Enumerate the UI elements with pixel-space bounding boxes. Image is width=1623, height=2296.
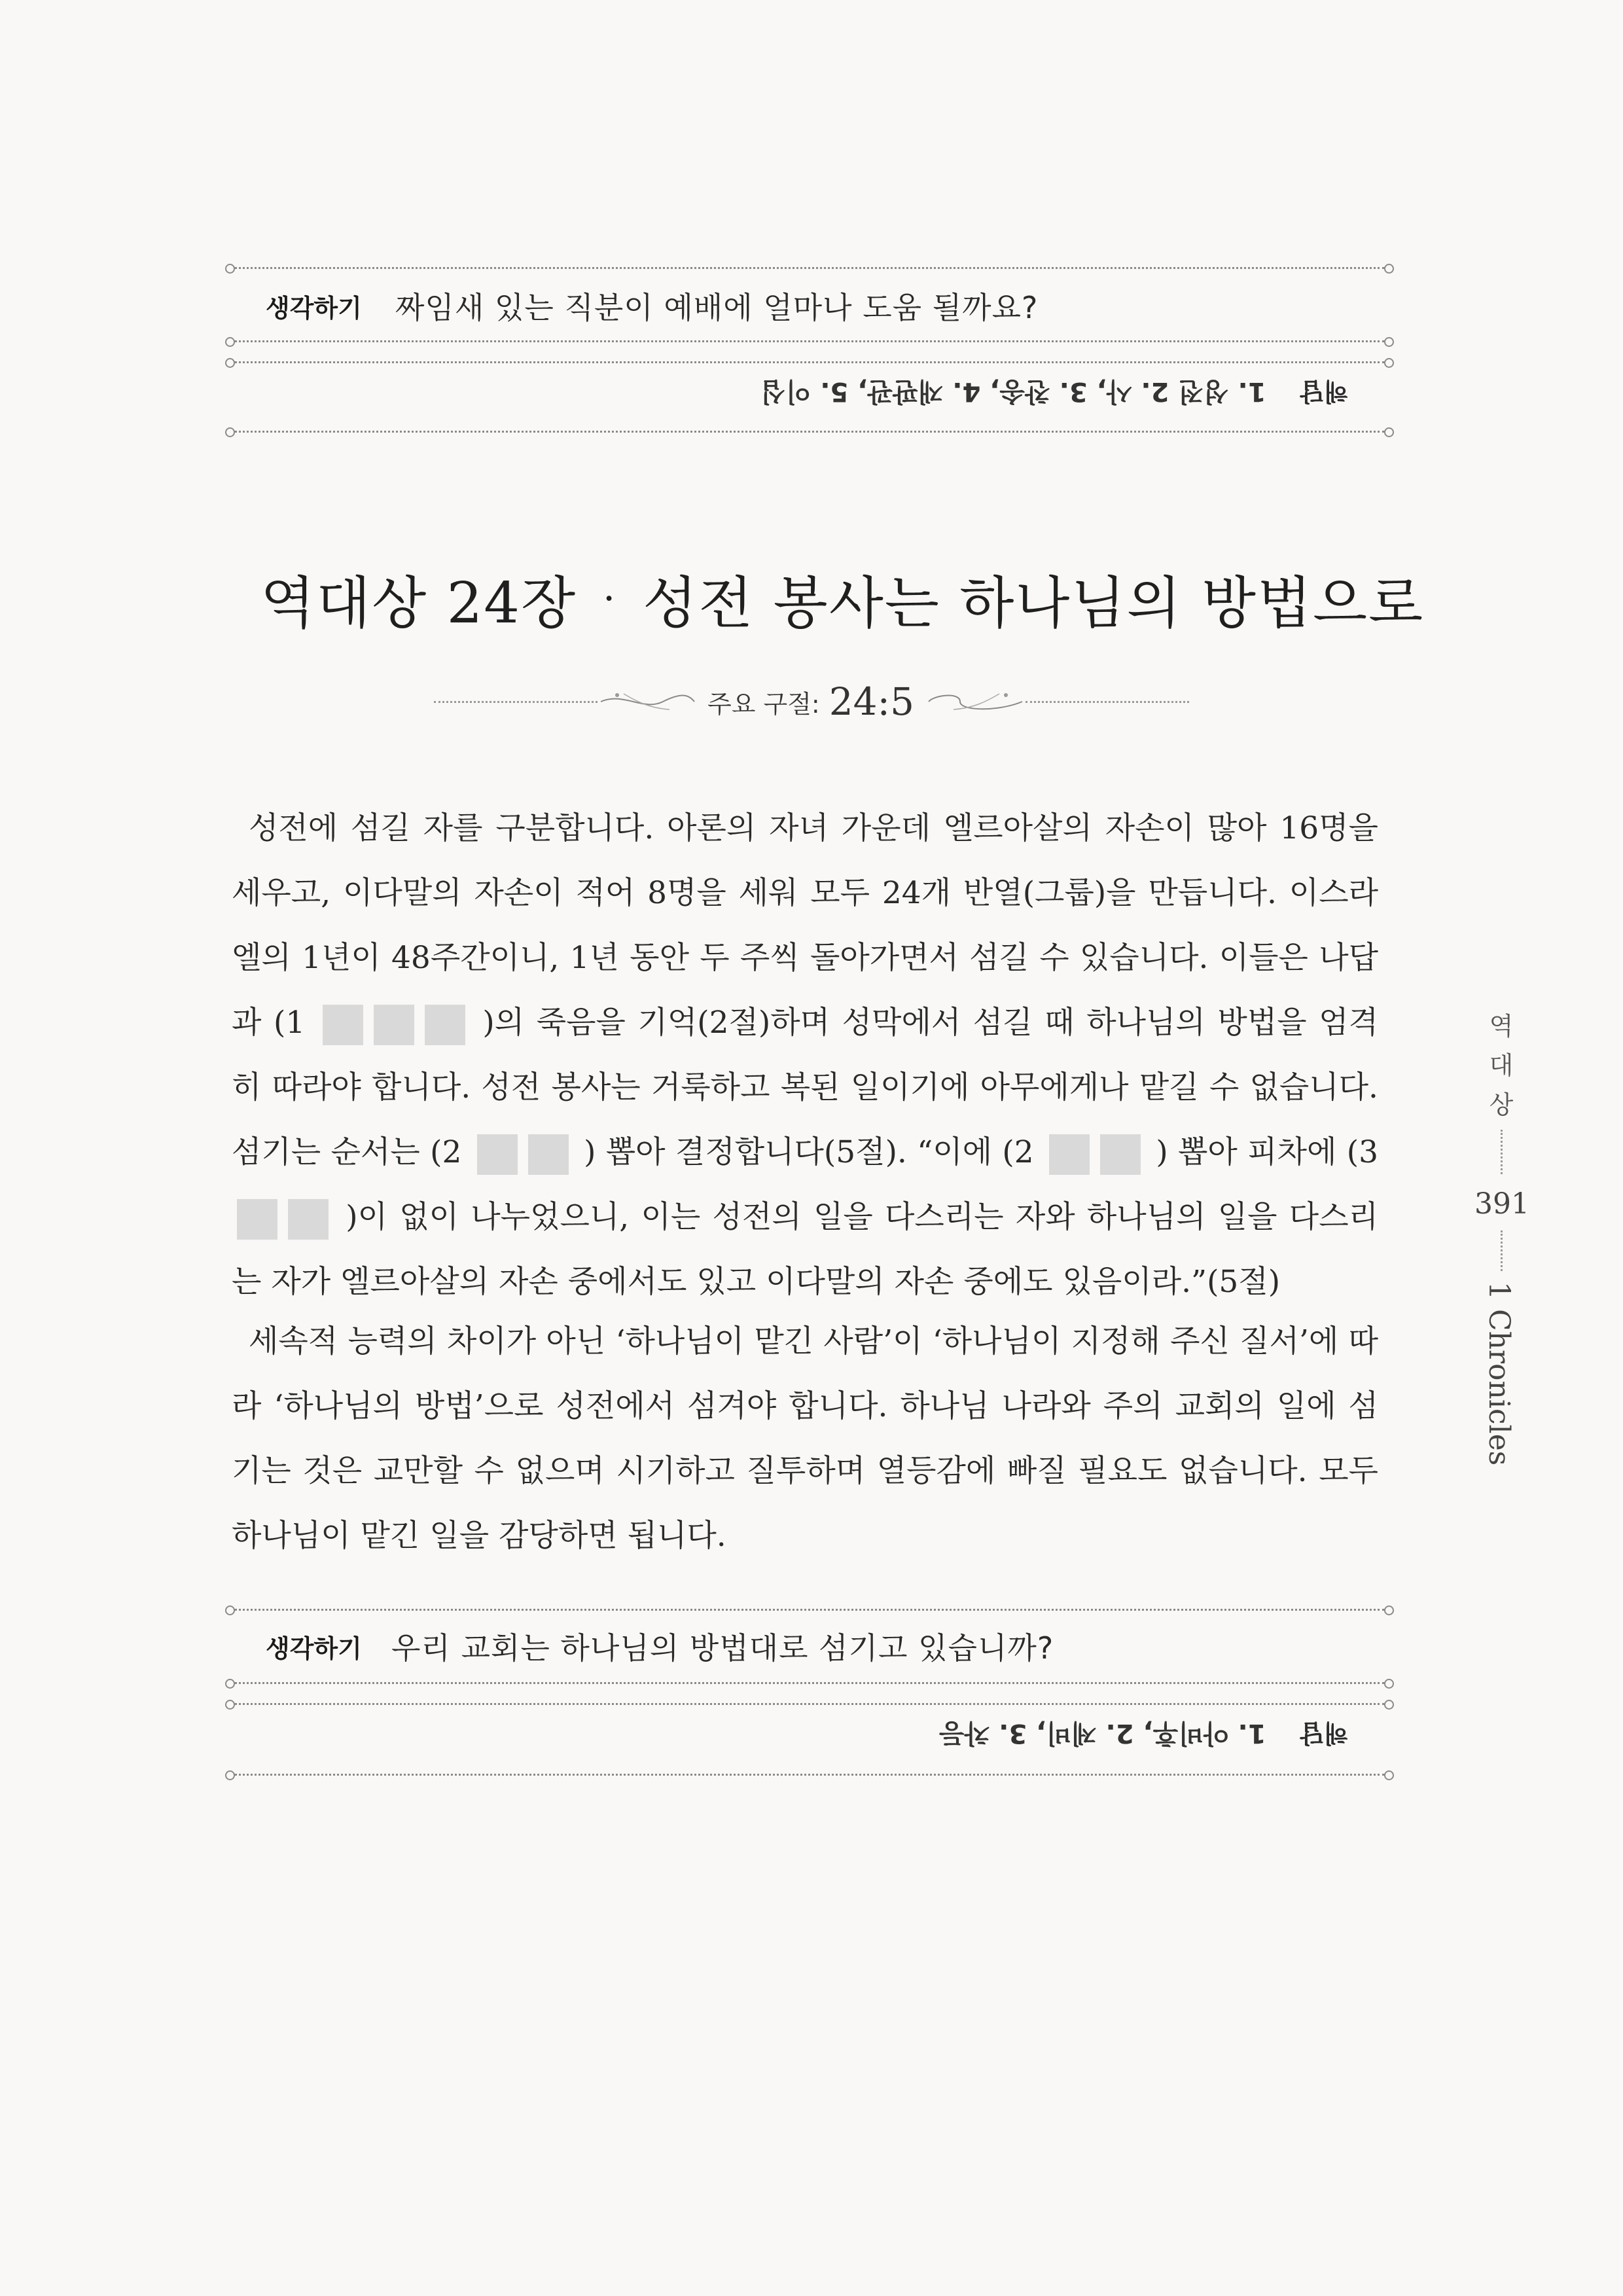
right-flourish-icon	[927, 689, 1026, 715]
body-text-segment: 세속적 능력의 차이가 아닌 ‘하나님이 맡긴 사람’이 ‘하나님이 지정해 주신 질서’에 따라 ‘하나님의 방법’으로 성전에서 섬겨야 합니다. 하나님 나라와 주의 교회의 일에 섬기는 것은 교만할 수 없으며 시기하고 질투하며 열등감에 빠질 필요도 없습니다. 모두 하나님이 맡긴 일을 감당하면 됩니다.	[232, 1323, 1378, 1554]
blank-box	[237, 1199, 277, 1240]
key-verse-right-line	[1026, 701, 1189, 703]
top-think-question: 짜임새 있는 직분이 예배에 얼마나 도움 될까요?	[395, 290, 1039, 325]
side-book-char: 대	[1489, 1051, 1514, 1080]
body-text-segment: )이 없이 나누었으니, 이는 성전의 일을 다스리는 자와 하나님의 일을 다스리는 자가 엘르아살의 자손 중에서도 있고 이다말의 자손 중에도 있음이라.”(5절)	[232, 1199, 1378, 1300]
body-text-segment: ) 뽑아 결정합니다(5절). “이에 (2	[584, 1134, 1034, 1170]
top-box-rule-3	[234, 361, 1385, 363]
top-box-rule-4	[234, 431, 1385, 433]
side-book-title	[1482, 1007, 1521, 1124]
side-book-char: 상	[1489, 1090, 1514, 1119]
blank-box	[425, 1005, 465, 1045]
bottom-answer-row	[654, 1716, 1348, 1755]
bottom-box-rule-1	[234, 1609, 1385, 1611]
chapter-title: 역대상 24장	[260, 571, 577, 636]
side-book-char: 역	[1489, 1012, 1514, 1041]
blank-box	[528, 1134, 569, 1175]
key-verse	[0, 679, 1623, 724]
bottom-think-label: 생각하기	[266, 1634, 362, 1663]
body-text-segment: ) 뽑아 피차에 (3	[1156, 1134, 1378, 1170]
body-text-segment: )의 죽음을 기억(2절)하며 성막에서 섬길 때 하나님의 방법을 엄격히 따라야 합니다. 성전 봉사는 거룩하고 복된 일이기에 아무에게나 맡길 수 없습니다. 섬기는 순서는 (2	[232, 1005, 1378, 1170]
top-box-rule-2	[234, 340, 1385, 342]
key-verse-left-line	[434, 701, 597, 703]
body-paragraph-1	[232, 796, 1378, 1314]
bottom-think-question: 우리 교회는 하나님의 방법대로 섬기고 있습니까?	[391, 1630, 1054, 1666]
blank-box	[288, 1199, 329, 1240]
key-verse-label: 주요 구절:	[707, 689, 820, 719]
side-dotted-line-upper	[1501, 1130, 1503, 1174]
side-dotted-line-lower	[1501, 1230, 1503, 1271]
chapter-heading	[260, 558, 1424, 639]
bottom-answer-label: 해답	[1300, 1719, 1348, 1748]
key-verse-ref: 24:5	[829, 679, 914, 724]
bottom-box-rule-4	[234, 1774, 1385, 1776]
bottom-box-rule-3	[234, 1703, 1385, 1705]
top-answer-text: 1. 성전 2. 사, 3. 찬송, 4. 재판관, 5. 이십	[760, 376, 1266, 407]
bottom-box-rule-2	[234, 1682, 1385, 1684]
left-flourish-icon	[597, 689, 696, 715]
blank-box	[323, 1005, 363, 1045]
top-answer-label: 해답	[1300, 377, 1348, 406]
top-answer-row	[654, 374, 1348, 414]
blank-box	[374, 1005, 414, 1045]
title-separator: ·	[603, 576, 617, 622]
bottom-answer-text: 1. 아비후, 2. 제비, 3. 차등	[938, 1718, 1266, 1749]
blank-box	[1049, 1134, 1090, 1175]
blank-box	[1100, 1134, 1141, 1175]
page-number: 391	[1474, 1187, 1529, 1221]
top-think-label: 생각하기	[266, 294, 362, 323]
body-text-segment: 성전에 섬길 자를 구분합니다. 아론의 자녀 가운데 엘르아살의 자손이 많아 16명을 세우고, 이다말의 자손이 적어 8명을 세워 모두 24개 반열(그룹)을 만듭니다. 이스라엘의 1년이 48주간이니, 1년 동안 두 주씩 돌아가면서 섬길 수 있습니다. 이들은 나답과 (1	[232, 810, 1378, 1041]
body-paragraph-2	[232, 1309, 1378, 1568]
chapter-subtitle: 성전 봉사는 하나님의 방법으로	[643, 571, 1425, 636]
blank-box	[477, 1134, 518, 1175]
top-box-rule-1	[234, 267, 1385, 269]
side-book-english: 1 Chronicles	[1482, 1282, 1516, 1466]
